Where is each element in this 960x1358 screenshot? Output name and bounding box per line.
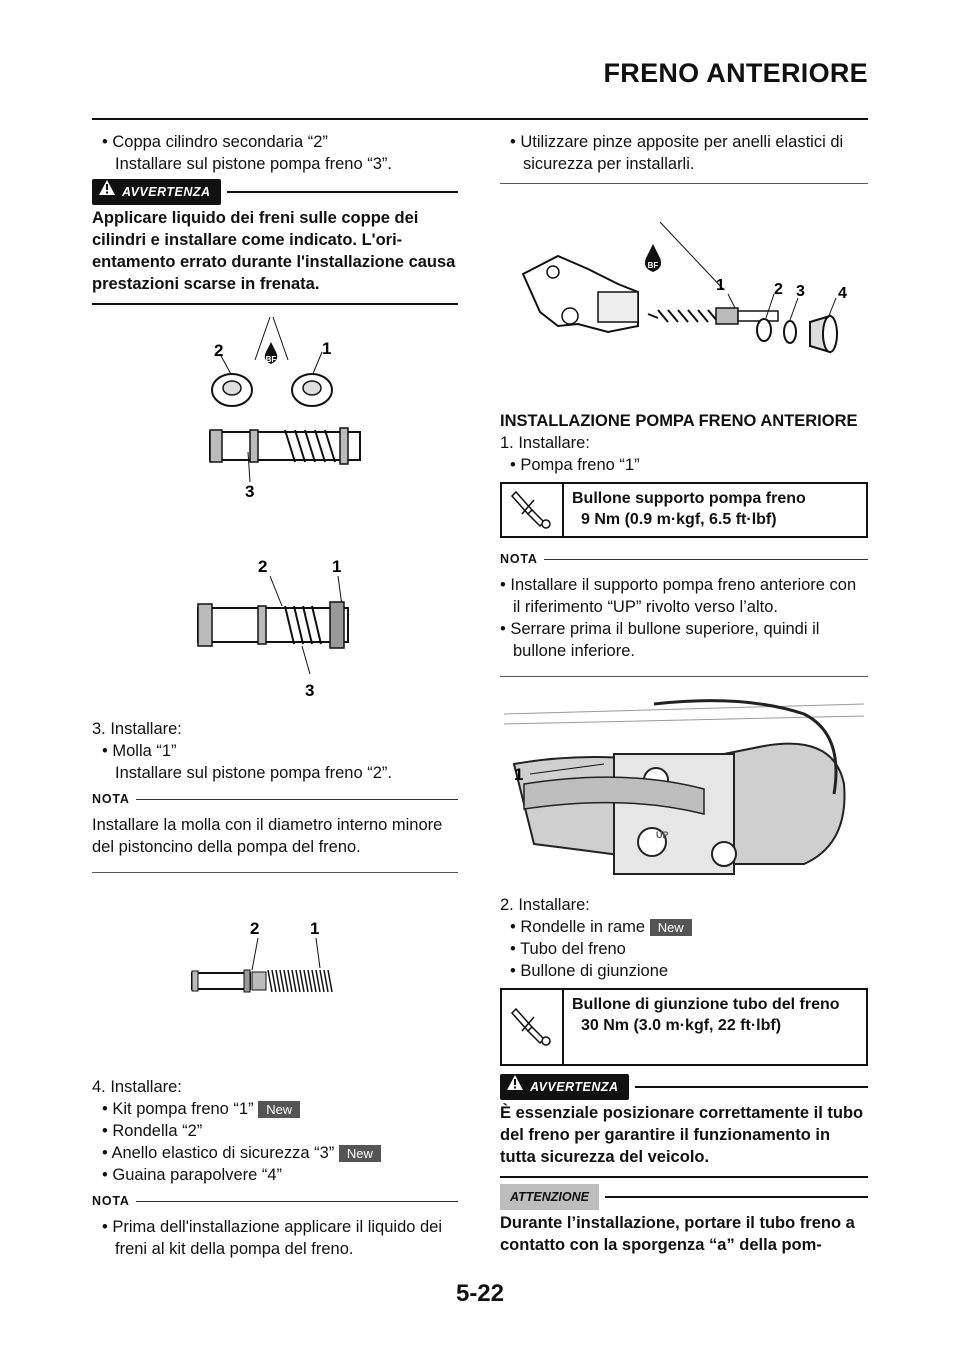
warning-badge: AVVERTENZA <box>500 1074 629 1100</box>
bullet-cup: • Coppa cilindro secondaria “2” <box>102 133 328 151</box>
nota1-text: Installare la molla con il diametro interno minore del pistoncino della pompa del freno. <box>92 816 443 856</box>
step4-item-kit: • Kit pompa freno “1” New <box>92 1098 458 1120</box>
right-column <box>500 131 868 184</box>
svg-text:3: 3 <box>245 482 255 497</box>
new-badge: New <box>258 1101 300 1118</box>
warning-header <box>500 1076 868 1098</box>
torque1-title: Bullone supporto pompa freno <box>572 490 806 507</box>
svg-text:2: 2 <box>258 557 268 576</box>
step4-item-washer: • Rondella “2” <box>102 1122 203 1140</box>
warning-icon <box>99 180 115 195</box>
nota2-header: NOTA <box>92 1190 458 1212</box>
torque2-title: Bullone di giunzione tubo del freno <box>572 996 840 1013</box>
step1-item: • Pompa freno “1” <box>510 456 640 474</box>
page-title: FRENO ANTERIORE <box>603 58 868 88</box>
header-rule <box>92 118 868 120</box>
step2-item-washers: • Rondelle in rame New <box>500 916 868 938</box>
warning-badge: AVVERTENZA <box>92 179 221 205</box>
svg-text:1: 1 <box>332 557 342 576</box>
right-install-section <box>500 410 868 677</box>
step2-item-bolt: • Bullone di giunzione <box>510 962 669 980</box>
step4-item-circlip: • Anello elastico di sicurezza “3” New <box>92 1142 458 1164</box>
right-step2-section <box>500 894 868 1256</box>
bullet-pliers: • Utilizzare pinze apposite per anelli elastici di sicurezza per installarli. <box>510 133 844 173</box>
caution-text: Durante l’installazione, portare il tubo freno a contatto con la sporgenza “a” della pom- <box>500 1214 855 1254</box>
torque-wrench-icon <box>510 488 554 532</box>
nota-item-up: • Installare il supporto pompa freno anteriore con il riferimento “UP” rivolto verso l’alto. <box>500 576 857 616</box>
svg-text:1: 1 <box>514 765 524 784</box>
section-title: INSTALLAZIONE POMPA FRENO ANTERIORE <box>500 412 858 430</box>
warning-header <box>92 181 458 203</box>
svg-text:4: 4 <box>838 285 847 302</box>
nota-item-bolt: • Serrare prima il bullone superiore, quindi il bullone inferiore. <box>500 620 820 660</box>
torque-spec-box <box>500 482 868 538</box>
step4-heading: 4. Installare: <box>92 1078 182 1096</box>
torque1-value: 9 Nm (0.9 m·kgf, 6.5 ft·lbf) <box>581 511 777 528</box>
handlebar-photo-illustration <box>504 694 864 890</box>
nota2-text: • Prima dell'installazione applicare il liquido dei freni al kit della pompa del freno. <box>102 1218 443 1258</box>
torque2-value: 30 Nm (3.0 m·kgf, 22 ft·lbf) <box>581 1017 782 1034</box>
warning-rule <box>500 1176 868 1178</box>
step1-heading: 1. Installare: <box>500 434 590 452</box>
svg-text:2: 2 <box>250 919 260 938</box>
step4-item-boot: • Guaina parapolvere “4” <box>102 1166 283 1184</box>
svg-text:BF: BF <box>647 261 659 270</box>
new-badge: New <box>339 1145 381 1162</box>
svg-text:1: 1 <box>716 277 725 294</box>
svg-text:1: 1 <box>322 339 332 358</box>
step2-heading: 2. Installare: <box>500 896 590 914</box>
svg-text:2: 2 <box>214 341 224 360</box>
warning-rule <box>92 303 458 305</box>
bf-fluid-icon <box>645 244 661 272</box>
step2-item-hose: • Tubo del freno <box>510 940 626 958</box>
warning-text: È essenziale posizionare correttamente il tubo del freno per garantire il funzionamento in tutta sicurezza del veicolo. <box>500 1104 864 1166</box>
warning-text: Applicare liquido dei freni sulle coppe dei cilindri e installare come indicato. L'orientamento errato durante l'installazione causa prestazioni scarse in frenata. <box>92 209 456 293</box>
cups-piston-illustration <box>190 312 370 497</box>
bf-fluid-icon <box>265 342 277 364</box>
nota-header: NOTA <box>500 548 868 570</box>
svg-text:3: 3 <box>796 283 805 300</box>
nota1-rule <box>92 872 458 873</box>
left-column-step3 <box>92 718 458 873</box>
piston-spring-illustration <box>190 918 360 998</box>
left-column-step4 <box>92 1076 458 1260</box>
bullet-cup-sub: Installare sul pistone pompa freno “3”. <box>115 155 392 173</box>
page-number: 5-22 <box>455 1280 505 1307</box>
warning-icon <box>507 1075 523 1090</box>
svg-text:2: 2 <box>774 281 783 298</box>
svg-text:1: 1 <box>310 919 320 938</box>
new-badge: New <box>650 919 692 936</box>
svg-text:UP: UP <box>656 830 669 840</box>
nota1-header: NOTA <box>92 788 458 810</box>
step3-item: • Molla “1” <box>102 742 177 760</box>
master-cylinder-exploded-illustration <box>518 214 868 374</box>
torque-wrench-icon <box>510 1005 554 1049</box>
nota-rule <box>500 676 868 677</box>
step3-sub: Installare sul pistone pompa freno “2”. <box>115 764 392 782</box>
left-column <box>92 131 458 305</box>
caution-header <box>500 1186 868 1208</box>
caution-badge: ATTENZIONE <box>500 1184 599 1210</box>
piston-assembly-illustration <box>190 556 370 701</box>
torque-spec-box <box>500 988 868 1066</box>
pliers-rule <box>500 183 868 184</box>
svg-text:BF: BF <box>265 355 277 364</box>
svg-text:3: 3 <box>305 681 315 700</box>
step3-heading: 3. Installare: <box>92 720 182 738</box>
